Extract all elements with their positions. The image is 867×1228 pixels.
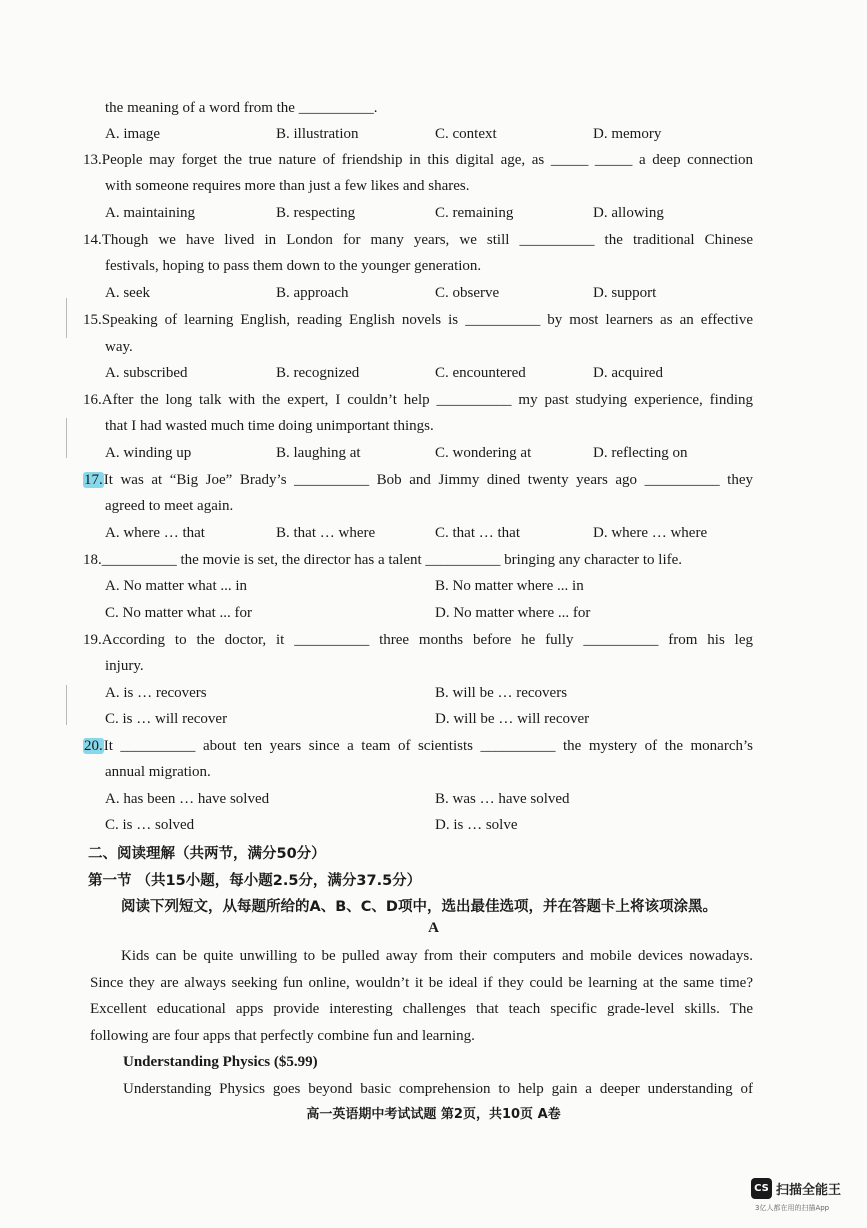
q15-option-c: C. encountered xyxy=(435,365,526,381)
q14-option-d: D. support xyxy=(593,285,657,301)
q14-option-c: C. observe xyxy=(435,285,500,301)
q15-option-d: D. acquired xyxy=(593,365,663,381)
q14-option-b: B. approach xyxy=(276,285,349,301)
question-number: 19. xyxy=(83,632,102,648)
q19-option-b: B. will be … recovers xyxy=(435,685,568,701)
q20-stem-text: It __________ about ten years since a team of scientists __________ the mystery of the monarch’s xyxy=(103,738,753,754)
q14-stem-line-1 xyxy=(83,230,753,250)
q20-option-a: A. has been … have solved xyxy=(105,791,270,807)
q18-option-b: B. No matter where ... in xyxy=(435,578,584,594)
q12-option-a: A. image xyxy=(105,126,160,142)
q12-option-b: B. illustration xyxy=(276,126,359,142)
binding-margin-mark xyxy=(66,298,67,338)
q20-stem-line-2: annual migration. xyxy=(105,764,211,780)
q16-option-d: D. reflecting on xyxy=(593,445,688,461)
q15-stem-text: Speaking of learning English, reading English novels is __________ by most learners as an effective xyxy=(101,312,753,328)
q20-stem-line-1 xyxy=(83,736,753,756)
q12-stem-line: the meaning of a word from the __________. xyxy=(105,100,378,116)
q17-option-c: C. that … that xyxy=(435,525,520,541)
q19-stem-line-1 xyxy=(83,630,753,650)
passage-label: A xyxy=(428,920,439,936)
passage-paragraph-line: Excellent educational apps provide interesting challenges that teach specific grade-level skills. The xyxy=(90,1001,753,1017)
question-number: 14. xyxy=(83,232,102,248)
passage-paragraph-line: following are four apps that perfectly combine fun and learning. xyxy=(90,1028,475,1044)
passage-paragraph-line: Understanding Physics goes beyond basic comprehension to help gain a deeper understanding of xyxy=(123,1081,753,1097)
passage-paragraph-line: Since they are always seeking fun online, wouldn’t it be ideal if they could be learning at the same time? xyxy=(90,975,753,991)
q15-stem-line-1 xyxy=(83,310,753,330)
watermark-name: 扫描全能王 xyxy=(776,1183,842,1198)
q13-stem-text: People may forget the true nature of friendship in this digital age, as _____ _____ a deep connection xyxy=(101,152,753,168)
q16-option-b: B. laughing at xyxy=(276,445,361,461)
q14-option-a: A. seek xyxy=(105,285,150,301)
q20-option-d: D. is … solve xyxy=(435,817,518,833)
scanner-watermark xyxy=(751,1178,851,1218)
q18-option-c: C. No matter what ... for xyxy=(105,605,253,621)
q20-option-b: B. was … have solved xyxy=(435,791,570,807)
q18-stem-text: __________ the movie is set, the director has a talent __________ bringing any character to life. xyxy=(101,552,683,568)
page-footer: 高一英语期中考试试题 第2页，共10页 A卷 xyxy=(306,1107,561,1122)
q17-option-d: D. where … where xyxy=(593,525,708,541)
q16-stem-text: After the long talk with the expert, I couldn’t help __________ my past studying experience, finding xyxy=(101,392,753,408)
binding-margin-mark xyxy=(66,418,67,458)
q13-option-a: A. maintaining xyxy=(105,205,195,221)
section-instruction: 阅读下列短文，从每题所给的A、B、C、D项中，选出最佳选项，并在答题卡上将该项涂黑。 xyxy=(121,899,717,915)
q13-stem-line-1 xyxy=(83,150,753,170)
q13-option-c: C. remaining xyxy=(435,205,514,221)
q13-option-b: B. respecting xyxy=(276,205,356,221)
q14-stem-line-2: festivals, hoping to pass them down to the younger generation. xyxy=(105,258,482,274)
q16-stem-line-2: that I had wasted much time doing unimportant things. xyxy=(105,418,434,434)
q20-option-c: C. is … solved xyxy=(105,817,195,833)
q19-stem-text: According to the doctor, it __________ three months before he fully __________ from his leg xyxy=(101,632,753,648)
question-number: 15. xyxy=(83,312,102,328)
app-title: Understanding Physics ($5.99) xyxy=(123,1054,318,1070)
question-number: 18. xyxy=(83,552,102,568)
q17-stem-text: It was at “Big Joe” Brady’s __________ Bob and Jimmy dined twenty years ago __________ they xyxy=(103,472,753,488)
q19-option-d: D. will be … will recover xyxy=(435,711,590,727)
q19-option-a: A. is … recovers xyxy=(105,685,207,701)
section-title: 第一节 （共15小题，每小题2.5分，满分37.5分） xyxy=(88,873,422,889)
q15-option-a: A. subscribed xyxy=(105,365,188,381)
binding-margin-mark xyxy=(66,685,67,725)
q17-option-a: A. where … that xyxy=(105,525,205,541)
question-number: 16. xyxy=(83,392,102,408)
question-number: 13. xyxy=(83,152,102,168)
camscanner-logo-icon: CS xyxy=(751,1178,772,1199)
q18-option-d: D. No matter where ... for xyxy=(435,605,591,621)
q15-option-b: B. recognized xyxy=(276,365,360,381)
q18-stem-line-1 xyxy=(83,550,753,570)
q12-option-c: C. context xyxy=(435,126,497,142)
passage-paragraph-line: Kids can be quite unwilling to be pulled away from their computers and mobile devices nowadays. xyxy=(121,948,753,964)
q16-stem-line-1 xyxy=(83,390,753,410)
q15-stem-line-2: way. xyxy=(105,339,133,355)
q19-stem-line-2: injury. xyxy=(105,658,144,674)
part-title: 二、阅读理解（共两节，满分50分） xyxy=(88,846,326,862)
watermark-tagline: 3亿人都在用的扫描App xyxy=(755,1204,830,1212)
q13-stem-line-2: with someone requires more than just a few likes and shares. xyxy=(105,178,470,194)
q16-option-c: C. wondering at xyxy=(435,445,532,461)
q17-stem-line-1 xyxy=(83,470,753,490)
q18-option-a: A. No matter what ... in xyxy=(105,578,248,594)
q12-option-d: D. memory xyxy=(593,126,662,142)
question-number-highlighted: 17. xyxy=(84,472,103,488)
q17-stem-line-2: agreed to meet again. xyxy=(105,498,234,514)
q14-stem-text: Though we have lived in London for many years, we still __________ the traditional Chinese xyxy=(101,232,753,248)
question-number-highlighted: 20. xyxy=(84,738,103,754)
q17-option-b: B. that … where xyxy=(276,525,376,541)
q19-option-c: C. is … will recover xyxy=(105,711,228,727)
q16-option-a: A. winding up xyxy=(105,445,192,461)
q13-option-d: D. allowing xyxy=(593,205,664,221)
